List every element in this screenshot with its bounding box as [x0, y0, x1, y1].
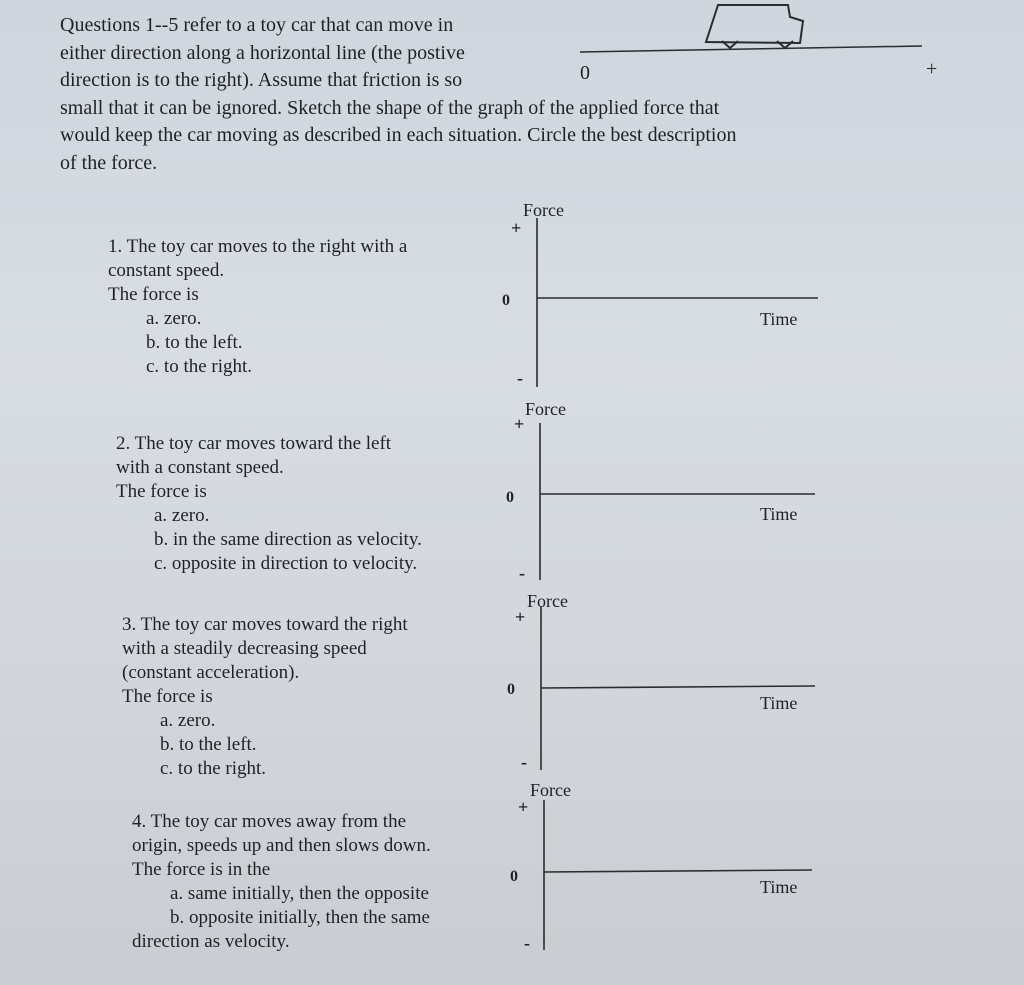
graph-4-axes: [544, 800, 812, 950]
graph-4-minus: -: [524, 933, 530, 953]
graph-3-zero: 0: [507, 681, 515, 698]
graph-2-zero: 0: [506, 489, 514, 506]
answer-option-c[interactable]: c. to the right.: [160, 758, 267, 779]
answer-option-c[interactable]: c. to the right.: [146, 356, 253, 377]
question-stem: The force is: [108, 284, 199, 305]
graph-1-plus: +: [511, 218, 522, 238]
graph-2-time-label: Time: [760, 504, 798, 524]
graph-4-force-label: Force: [530, 780, 571, 800]
intro-line: small that it can be ignored. Sketch the shape of the graph of the applied force that: [60, 96, 720, 119]
intro-line: Questions 1--5 refer to a toy car that can move in: [60, 14, 454, 36]
graph-2-minus: -: [519, 563, 525, 583]
question-3: [122, 613, 408, 781]
answer-option-b[interactable]: b. to the left.: [160, 734, 257, 755]
question-stem: 3. The toy car moves toward the right: [122, 614, 408, 635]
graph-2-axes: [540, 423, 815, 580]
graph-2-force-label: Force: [525, 399, 566, 419]
answer-option-a[interactable]: a. zero.: [160, 710, 216, 731]
graph-3-force-label: Force: [527, 591, 568, 611]
graph-4-time-label: Time: [760, 877, 798, 897]
question-2: [116, 432, 422, 576]
question-4: [132, 810, 431, 954]
answer-option-b[interactable]: b. in the same direction as velocity.: [154, 529, 422, 550]
question-stem-tail: direction as velocity.: [132, 931, 290, 952]
answer-option-a[interactable]: a. zero.: [154, 505, 210, 526]
question-stem: 2. The toy car moves toward the left: [116, 433, 392, 454]
answer-option-c[interactable]: c. opposite in direction to velocity.: [154, 553, 418, 574]
graph-1-force-label: Force: [523, 200, 564, 220]
question-stem: with a constant speed.: [116, 457, 284, 478]
question-stem: origin, speeds up and then slows down.: [132, 835, 431, 856]
question-stem: The force is: [122, 686, 213, 707]
question-stem: 4. The toy car moves away from the: [132, 811, 407, 832]
question-1: [108, 235, 407, 379]
answer-option-a[interactable]: a. zero.: [146, 308, 202, 329]
intro-line: of the force.: [60, 151, 158, 174]
answer-option-a[interactable]: a. same initially, then the opposite: [170, 883, 429, 904]
intro-line: would keep the car moving as described in each situation. Circle the best description: [60, 124, 737, 146]
graph-1-zero: 0: [502, 292, 510, 309]
graph-4-plus: +: [518, 797, 529, 817]
intro-line: direction is to the right). Assume that friction is so: [60, 69, 463, 91]
graph-3-axes: [541, 607, 815, 770]
graph-1-axes: [537, 218, 818, 387]
answer-option-b[interactable]: b. to the left.: [146, 332, 243, 353]
question-stem: The force is in the: [132, 859, 271, 880]
graph-1-minus: -: [517, 368, 523, 388]
question-stem: The force is: [116, 481, 207, 502]
positive-direction-label: +: [926, 58, 938, 80]
answer-option-b[interactable]: b. opposite initially, then the same: [170, 907, 430, 928]
graph-3-time-label: Time: [760, 693, 798, 713]
graph-1-time-label: Time: [760, 309, 798, 329]
intro-line: either direction along a horizontal line (the postive: [60, 41, 465, 64]
question-stem: constant speed.: [108, 260, 225, 281]
graph-3-plus: +: [515, 607, 526, 627]
graph-4-zero: 0: [510, 868, 518, 885]
origin-label: 0: [580, 62, 590, 84]
graph-3-minus: -: [521, 752, 527, 772]
question-stem: (constant acceleration).: [122, 662, 300, 683]
question-stem: 1. The toy car moves to the right with a: [108, 236, 408, 257]
question-stem: with a steadily decreasing speed: [122, 638, 367, 659]
graph-2-plus: +: [514, 414, 525, 434]
